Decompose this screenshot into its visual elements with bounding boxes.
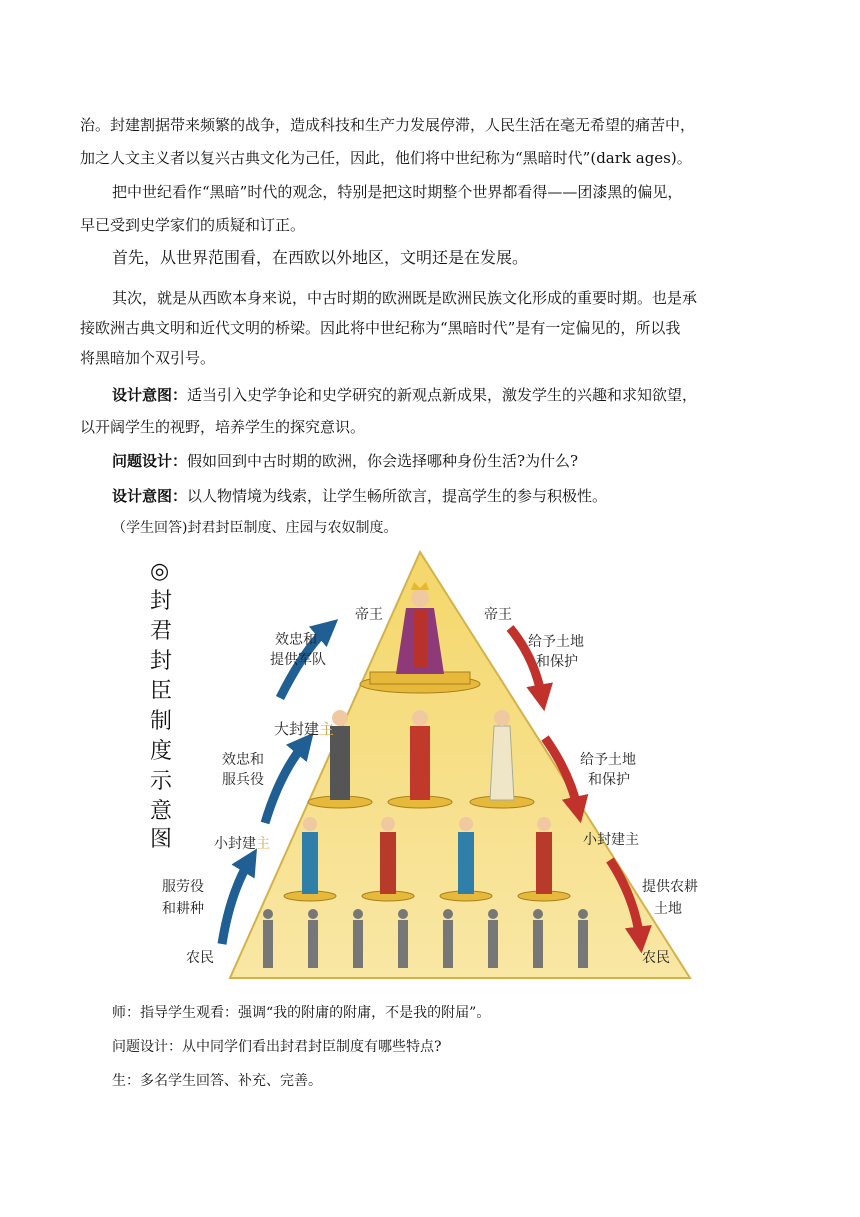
paragraph-line: 把中世纪看作“黑暗”时代的观念，特别是把这时期整个世界都看得——团漆黑的偏见， <box>112 183 683 201</box>
paragraph-line <box>112 446 812 476</box>
title-char: 度 <box>150 739 173 764</box>
label-peasant-right: 农民 <box>642 950 670 966</box>
title-char: 封 <box>150 589 173 614</box>
design-intent-label: 设计意图： <box>112 386 188 404</box>
label-give2: 和保护 <box>588 772 630 788</box>
label-king-right: 帝王 <box>484 607 512 623</box>
design-intent-text: 适当引入史学争论和史学研究的新观点新成果，激发学生的兴趣和求知欲望， <box>187 386 698 404</box>
paragraph-line: 加之人文主义者以复兴古典文化为己任，因此，他们将中世纪称为“黑暗时代”(dark ages)。 <box>80 149 692 167</box>
paragraph-line: 接欧洲古典文明和近代文明的桥梁。因此将中世纪称为“黑暗时代”是有一定偏见的，所以我 <box>80 319 681 337</box>
paragraph-line: 其次，就是从西欧本身来说，中古时期的欧洲既是欧洲民族文化形成的重要时期。也是承 <box>112 289 698 307</box>
title-char: 示 <box>150 769 173 794</box>
paragraph-line: 将黑暗加个双引号。 <box>80 349 216 367</box>
label-give2: 给予土地 <box>580 752 636 768</box>
small-lord-suffix: 主 <box>256 836 270 852</box>
title-char: 君 <box>150 619 173 644</box>
label-great-lord <box>274 720 334 738</box>
paragraph-line: 以开阔学生的视野，培养学生的探究意识。 <box>80 418 366 436</box>
design-intent-label: 设计意图： <box>112 487 188 505</box>
label-duty2: 服兵役 <box>222 772 264 788</box>
paragraph-line: 治。封建割据带来频繁的战争，造成科技和生产力发展停滞，人民生活在毫无希望的痛苦中， <box>80 116 696 134</box>
feudal-system-diagram <box>130 548 710 984</box>
label-duty2: 效忠和 <box>222 752 264 768</box>
student-response: 生：多名学生回答、补充、完善。 <box>112 1073 322 1089</box>
great-lord-text: 大封建 <box>274 720 320 738</box>
label-small-lord-left <box>214 835 270 852</box>
label-give3: 土地 <box>654 901 682 917</box>
label-give1: 给予土地 <box>528 634 584 650</box>
design-intent-text: 以人物情境为线索，让学生畅所欲言，提高学生的参与积极性。 <box>187 487 608 505</box>
title-char: 图 <box>150 827 173 852</box>
title-char: ◎ <box>150 559 170 584</box>
label-peasant-left: 农民 <box>186 950 214 966</box>
great-lords-figures <box>308 710 534 808</box>
paragraph-line: 首先，从世界范围看，在西欧以外地区，文明还是在发展。 <box>112 248 529 267</box>
student-answer: （学生回答)封君封臣制度、庄园与农奴制度。 <box>112 520 398 536</box>
label-give3: 提供农耕 <box>642 879 698 895</box>
title-char: 封 <box>150 649 173 674</box>
question-design-text: 假如回到中古时期的欧洲，你会选择哪种身份生活?为什么? <box>187 452 579 470</box>
paragraph-line <box>112 380 812 410</box>
question-design: 问题设计：从中同学们看出封君封臣制度有哪些特点? <box>112 1039 442 1055</box>
label-duty3: 服劳役 <box>162 879 204 895</box>
paragraph-line <box>112 481 812 511</box>
great-lord-suffix: 主 <box>319 720 335 738</box>
label-duty3: 和耕种 <box>162 901 204 917</box>
label-duty1: 效忠和 <box>275 632 317 648</box>
label-give1: 和保护 <box>536 654 578 670</box>
question-design-label: 问题设计： <box>112 452 188 470</box>
label-small-lord-right: 小封建主 <box>583 832 639 848</box>
label-duty1: 提供军队 <box>270 652 326 668</box>
teacher-instruction: 师：指导学生观看：强调“我的附庸的附庸，不是我的附届”。 <box>112 1005 491 1021</box>
title-char: 意 <box>150 799 173 824</box>
title-char: 臣 <box>150 679 173 704</box>
title-char: 制 <box>150 709 173 734</box>
paragraph-line: 早已受到史学家们的质疑和订正。 <box>80 216 306 234</box>
label-king-left: 帝王 <box>355 607 383 623</box>
small-lord-text: 小封建 <box>214 836 256 852</box>
